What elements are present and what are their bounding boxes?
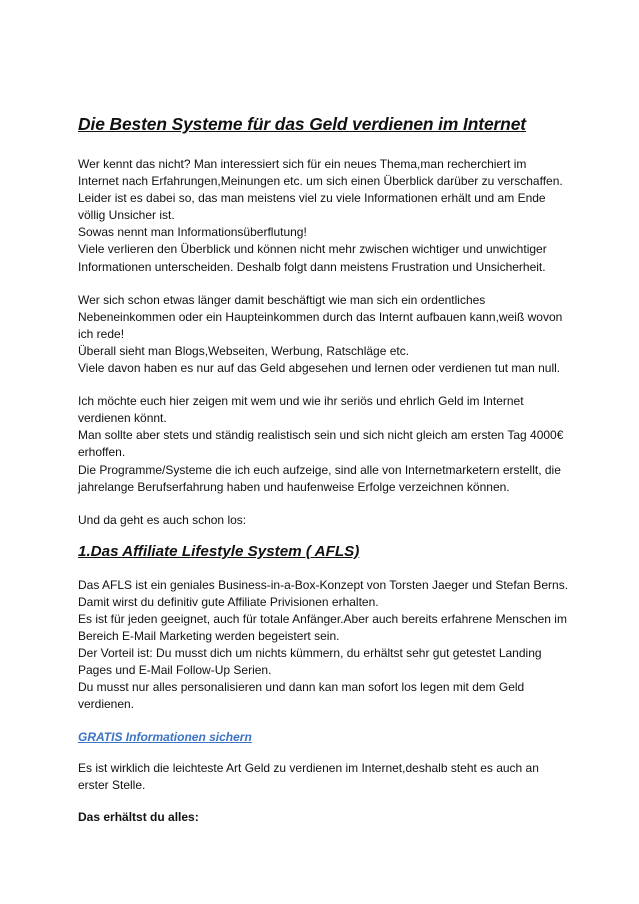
text-line: Überall sieht man Blogs,Webseiten, Werbung, Ratschläge etc. [78, 343, 410, 358]
text-line: Es ist wirklich die leichteste Art Geld zu verdienen im Internet,deshalb steht es auch an [78, 760, 539, 775]
text-line: verdienen. [78, 697, 135, 712]
intro-paragraph-4 [78, 512, 578, 529]
text-line: verdienen könnt. [78, 411, 167, 426]
text-line: Du musst nur alles personalisieren und dann kan man sofort los legen mit dem Geld [78, 680, 525, 695]
text-line: Und da geht es auch schon los: [78, 512, 247, 527]
text-line: Viele davon haben es nur auf das Geld abgesehen und lernen oder verdienen tut man null. [78, 361, 561, 376]
text-line: Pages und E-Mail Follow-Up Serien. [78, 663, 272, 678]
text-line: Informationen unterscheiden. Deshalb folgt dann meistens Frustration und Unsicherheit. [78, 259, 546, 274]
document-page [78, 114, 578, 824]
text-line: Sowas nennt man Informationsüberflutung! [78, 225, 307, 240]
text-line: Die Programme/Systeme die ich euch aufzeige, sind alle von Internetmarketern erstellt, die [78, 462, 561, 477]
text-line: Ich möchte euch hier zeigen mit wem und wie ihr seriös und ehrlich Geld im Internet [78, 394, 524, 409]
section-heading: 1.Das Affiliate Lifestyle System ( AFLS) [78, 542, 360, 560]
subheading-bold: Das erhältst du alles: [78, 809, 199, 824]
text-line: Internet nach Erfahrungen,Meinungen etc. um sich einen Überblick darüber zu verschaffen. [78, 174, 563, 189]
text-line: Damit wirst du definitiv gute Affiliate Privisionen erhalten. [78, 594, 379, 609]
gratis-info-link[interactable]: GRATIS Informationen sichern [78, 729, 252, 744]
intro-paragraph-3 [78, 393, 578, 496]
intro-paragraph-1 [78, 156, 578, 276]
text-line: ich rede! [78, 326, 125, 341]
text-line: erhoffen. [78, 445, 126, 460]
text-line: Man sollte aber stets und ständig realistisch sein und sich nicht gleich am ersten Tag 4000€ [78, 428, 564, 443]
intro-section [78, 156, 578, 529]
page-title: Die Besten Systeme für das Geld verdienen im Internet [78, 114, 526, 134]
section-paragraph [78, 577, 578, 714]
text-line: Das AFLS ist ein geniales Business-in-a-Box-Konzept von Torsten Jaeger und Stefan Berns. [78, 577, 569, 592]
text-line: Wer kennt das nicht? Man interessiert sich für ein neues Thema,man recherchiert im [78, 157, 527, 171]
text-line: Leider ist es dabei so, das man meistens viel zu viele Informationen erhält und am Ende [78, 191, 546, 206]
text-line: Viele verlieren den Überblick und können nicht mehr zwischen wichtiger und unwichtiger [78, 242, 547, 257]
text-line: Der Vorteil ist: Du musst dich um nichts kümmern, du erhältst sehr gut getestet Landing [78, 646, 542, 661]
text-line: Wer sich schon etwas länger damit beschäftigt wie man sich ein ordentliches [78, 292, 486, 307]
intro-paragraph-2 [78, 292, 578, 377]
text-line: völlig Unsicher ist. [78, 208, 175, 223]
text-line: erster Stelle. [78, 777, 146, 792]
text-line: Nebeneinkommen oder ein Haupteinkommen durch das Internt aufbauen kann,weiß wovon [78, 309, 563, 324]
text-line: Bereich E-Mail Marketing werden begeistert sein. [78, 629, 340, 644]
text-line: Es ist für jeden geeignet, auch für totale Anfänger.Aber auch bereits erfahrene Menschen im [78, 611, 567, 626]
section-paragraph-2 [78, 760, 578, 794]
text-line: jahrelange Berufserfahrung haben und haufenweise Erfolge verzeichnen können. [78, 479, 510, 494]
